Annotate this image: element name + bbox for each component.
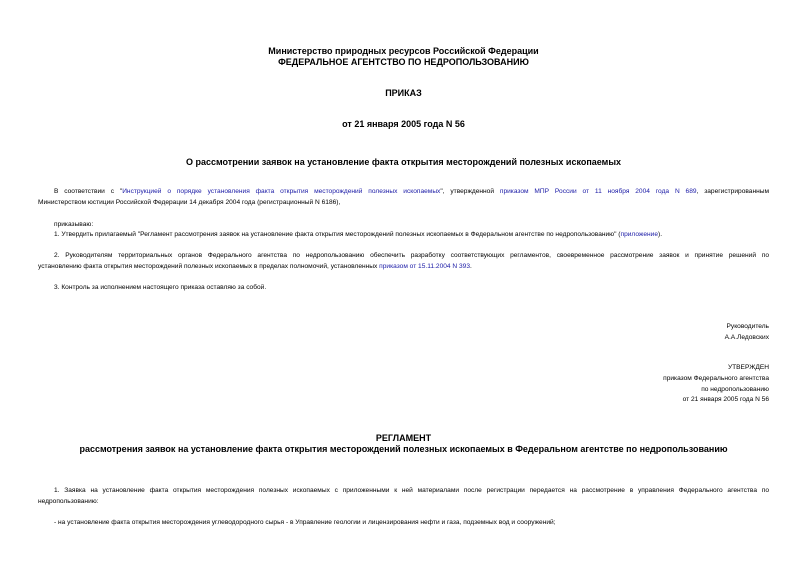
regulation-subtitle: рассмотрения заявок на установление факта открытия месторождений полезных ископаемых в Федеральном агентстве по недропользованию xyxy=(79,444,728,454)
order-word: приказываю: xyxy=(54,221,94,228)
item-1 xyxy=(54,229,662,240)
intro-text-2: ", утвержденной xyxy=(440,188,500,195)
approval-line-3: по недропользованию xyxy=(701,386,769,393)
item-2-end: . xyxy=(470,263,472,270)
item-2-line-1: 2. Руководителям территориальных органов Федерального агентства по недропользованию обеспечить разработку соответствующих регламентов, своевременное рассмотрение заявок и принятие решений по xyxy=(54,252,769,259)
approval-line-2: приказом Федерального агентства xyxy=(663,375,769,382)
order-393-link[interactable]: приказом от 15.11.2004 N 393 xyxy=(379,263,470,270)
order-subject: О рассмотрении заявок на установление факта открытия месторождений полезных ископаемых xyxy=(185,157,622,167)
intro-line-2: Министерством юстиции Российской Федерации 14 декабря 2004 года (регистрационный N 6186), xyxy=(38,199,341,206)
item-2-text: установлению факта открытия месторождений полезных ископаемых в пределах полномочий, установленных xyxy=(38,263,380,270)
regulation-p1-line-2: недропользованию: xyxy=(38,498,99,505)
signature-name: А.А.Ледовских xyxy=(724,334,769,341)
doc-type-heading: ПРИКАЗ xyxy=(385,88,422,98)
approval-line-4: от 21 января 2005 года N 56 xyxy=(682,396,769,403)
approval-line-1: УТВЕРЖДЕН xyxy=(727,364,769,371)
appendix-link[interactable]: приложение xyxy=(620,231,659,238)
agency-heading: ФЕДЕРАЛЬНОЕ АГЕНТСТВО ПО НЕДРОПОЛЬЗОВАНИЮ xyxy=(278,57,529,67)
instruction-link[interactable]: Инструкцией о порядке установления факта открытия месторождений полезных ископаемых xyxy=(122,188,441,195)
regulation-p1-line-1: 1. Заявка на установление факта открытия месторождения полезных ископаемых с приложенными к ней материалами после регистрации передается на рассмотрение в управления Федерального агентства по xyxy=(54,487,769,494)
item-1-text: 1. Утвердить прилагаемый "Регламент рассмотрения заявок на установление факта открытия месторождений полезных ископаемых в Федеральном агентстве по недропользованию" ( xyxy=(54,231,621,238)
regulation-title: РЕГЛАМЕНТ xyxy=(375,433,432,443)
signature-title: Руководитель xyxy=(726,323,769,330)
intro-text-3: , зарегистрированным xyxy=(696,188,770,195)
intro-line-1 xyxy=(54,186,769,197)
item-1-end: ). xyxy=(658,231,663,238)
item-3: 3. Контроль за исполнением настоящего приказа оставляю за собой. xyxy=(54,284,267,291)
regulation-p2: - на установление факта открытия месторождения углеводородного сырья - в Управление геологии и лицензирования нефти и газа, подземных вод и сооружений; xyxy=(54,519,556,526)
ministry-heading: Министерство природных ресурсов Российской Федерации xyxy=(268,46,539,56)
item-2-line-2 xyxy=(38,261,472,272)
intro-text-1: В соответствии с " xyxy=(54,188,123,195)
mpr-order-link[interactable]: приказом МПР России от 11 ноября 2004 года N 689 xyxy=(499,188,697,195)
order-date: от 21 января 2005 года N 56 xyxy=(342,119,465,129)
